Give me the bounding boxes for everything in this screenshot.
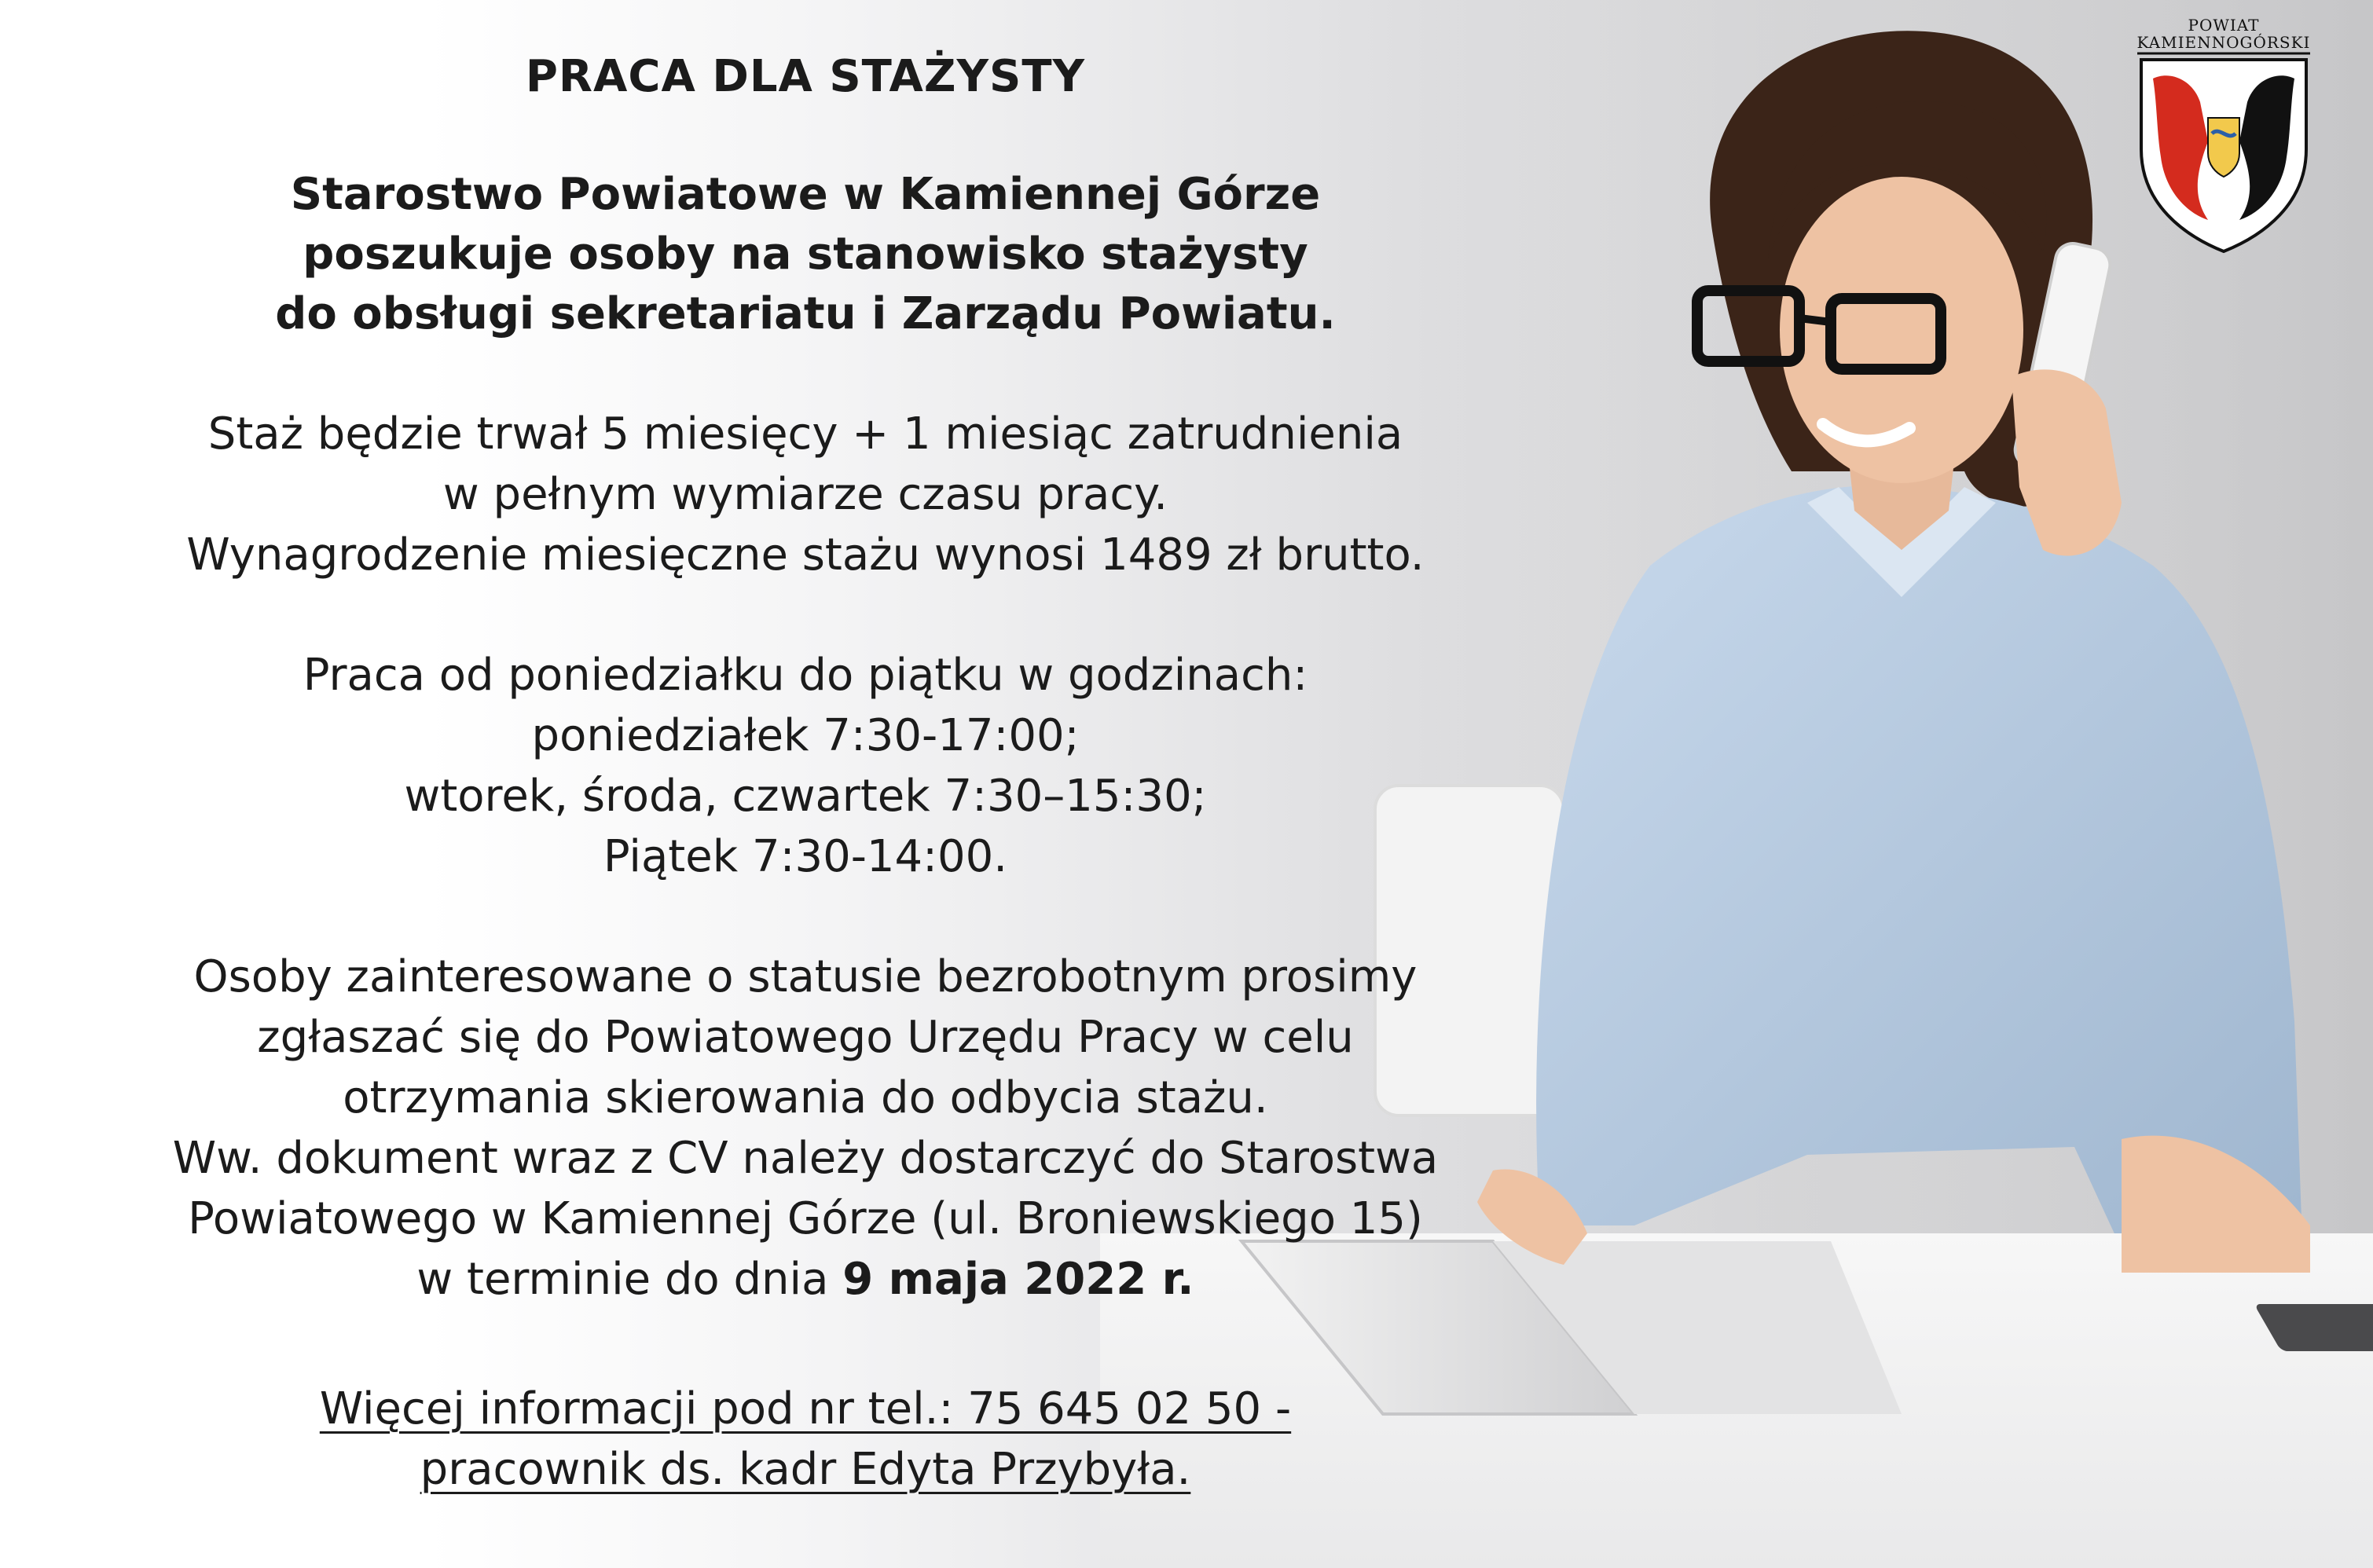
lead-line: Starostwo Powiatowe w Kamiennej Górze xyxy=(290,169,1321,220)
announcement-text xyxy=(47,31,1564,1500)
conditions-line: w pełnym wymiarze czasu pracy. xyxy=(442,469,1168,520)
conditions-line: Wynagrodzenie miesięczne stażu wynosi 1489 zł brutto. xyxy=(186,529,1425,581)
deadline-date: 9 maja 2022 r. xyxy=(842,1254,1194,1305)
application-line: otrzymania skierowania do odbycia stażu. xyxy=(343,1072,1268,1123)
contact-paragraph xyxy=(47,1379,1564,1500)
hours-line: poniedziałek 7:30-17:00; xyxy=(531,710,1080,761)
county-coat-of-arms-logo xyxy=(2122,16,2326,259)
application-paragraph xyxy=(47,947,1564,1310)
logo-caption-line1: POWIAT xyxy=(2188,16,2260,35)
conditions-paragraph xyxy=(47,404,1564,585)
application-line: zgłaszać się do Powiatowego Urzędu Pracy w celu xyxy=(257,1012,1354,1063)
lead-paragraph xyxy=(47,165,1564,344)
hours-line: Praca od poniedziałku do piątku w godzinach: xyxy=(303,650,1308,701)
application-line: Osoby zainteresowane o statusie bezrobotnym prosimy xyxy=(193,951,1418,1002)
shield-icon xyxy=(2122,16,2326,259)
application-line: Powiatowego w Kamiennej Górze (ul. Broniewskiego 15) xyxy=(188,1193,1423,1244)
hours-paragraph xyxy=(47,645,1564,887)
lead-line: do obsługi sekretariatu i Zarządu Powiatu. xyxy=(275,288,1336,339)
page-title: PRACA DLA STAŻYSTY xyxy=(525,51,1086,102)
conditions-line: Staż będzie trwał 5 miesięcy + 1 miesiąc zatrudnienia xyxy=(207,408,1403,460)
logo-caption-line2: KAMIENNOGÓRSKI xyxy=(2136,33,2311,52)
contact-line: pracownik ds. kadr Edyta Przybyła. xyxy=(420,1444,1191,1495)
lead-line: poszukuje osoby na stanowisko stażysty xyxy=(303,229,1308,280)
hours-line: wtorek, środa, czwartek 7:30–15:30; xyxy=(404,771,1207,822)
contact-line: Więcej informacji pod nr tel.: 75 645 02 50 - xyxy=(319,1383,1292,1434)
application-line: Ww. dokument wraz z CV należy dostarczyć do Starostwa xyxy=(172,1133,1439,1184)
deadline-line xyxy=(47,1249,1564,1310)
deadline-prefix: w terminie do dnia xyxy=(416,1254,843,1305)
hours-line: Piątek 7:30-14:00. xyxy=(603,831,1008,882)
